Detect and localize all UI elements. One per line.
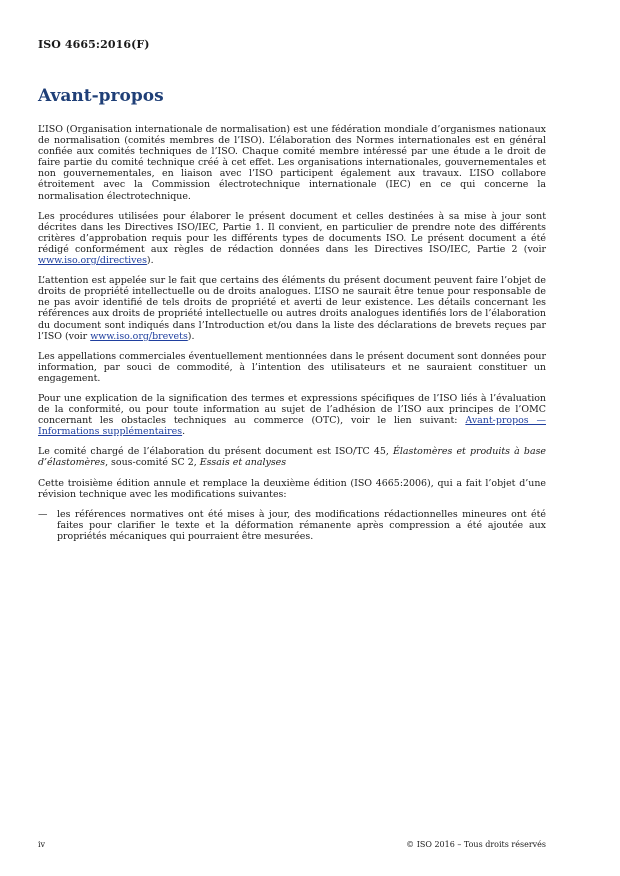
paragraph-conformity [38,393,546,437]
document-id: ISO 4665:2016(F) [38,38,150,51]
copyright-notice: © ISO 2016 – Tous droits réservés [406,840,546,849]
paragraph-edition: Cette troisième édition annule et remplace la deuxième édition (ISO 4665:2006), qui a fait l’objet d’une révision technique avec les modifications suivantes: [38,477,546,500]
directives-link[interactable]: www.iso.org/directives [38,255,147,267]
subcommittee-title: Essais et analyses [199,457,287,469]
paragraph-trade-names: Les appellations commerciales éventuellement mentionnées dans le présent document sont données pour information, par souci de commodité, à l’intention des utilisateurs et ne sauraient constituer un engagement. [38,350,546,384]
committee-title: Élastomères et produits à base d’élastomères [38,446,546,469]
paragraph-committee [38,446,546,468]
paragraph-text: . [182,426,186,438]
page-number: iv [38,840,46,849]
paragraph-text: Les procédures utilisées pour élaborer le présent document et celles destinées à sa mise à jour sont décrites dans les Directives ISO/IEC, Partie 1. Il convient, en particulier de prendre note des différents critères d’approbation requis pour les différents types de documents ISO. Le présent document a été rédigé conformément aux règles de rédaction données dans les Directives ISO/IEC, Partie 2 (voir [38,210,546,255]
list-item-text: les références normatives ont été mises à jour, des modifications rédactionnelles mineures ont été faites pour clarifier le texte et la déformation rémanente après compression a été ajoutée aux propriétés mécaniques qui pourraient être mesurées. [57,508,546,542]
paragraph-text: ). [187,330,195,342]
paragraph-text: L’attention est appelée sur le fait que certains des éléments du présent document peuvent faire l’objet de droits de propriété intellectuelle ou de droits analogues. L’ISO ne saurait être tenue pour responsable de ne pas avoir identifié de tels droits de propriété et averti de leur existence. Les détails concernant les références aux droits de propriété intellectuelle ou autres droits analogues identifiés lors de l’élaboration du document sont indiqués dans l’Introduction et/ou dans la liste des déclarations de brevets reçues par l’ISO (voir [38,275,546,342]
paragraph-text: ). [146,255,154,267]
paragraph-iso-intro: L’ISO (Organisation internationale de normalisation) est une fédération mondiale d’organismes nationaux de normalisation (comités membres de l’ISO). L’élaboration des Normes internationales est en général confiée aux comités techniques de l’ISO. Chaque comité membre intéressé par une étude a le droit de faire partie du comité technique créé à cet effet. Les organisations internationales, gouvernementales et non gouvernementales, en liaison avec l’ISO participent également aux travaux. L’ISO collabore étroitement avec la Commission électrotechnique internationale (IEC) en ce qui concerne la normalisation électrotechnique. [38,124,546,202]
document-body [38,124,546,542]
list-item [38,509,546,542]
paragraph-text: Pour une explication de la signification des termes et expressions spécifiques de l’ISO liés à l’évaluation de la conformité, ou pour toute information au sujet de l’adhésion de l’ISO aux principes de l’OMC concernant les obstacles techniques au commerce (OTC), voir le lien suivant: [38,392,546,427]
page-title: Avant-propos [38,86,164,106]
paragraph-text: Le comité chargé de l’élaboration du présent document est ISO/TC 45, [38,446,394,458]
paragraph-text: , sous-comité SC 2, [105,457,200,469]
paragraph-patents [38,275,546,342]
foreword-info-link[interactable]: Avant-propos — Informations supplémentaires [38,415,546,438]
list-marker: — [38,508,48,520]
paragraph-procedures [38,211,546,266]
patents-link[interactable]: www.iso.org/brevets [90,330,188,342]
